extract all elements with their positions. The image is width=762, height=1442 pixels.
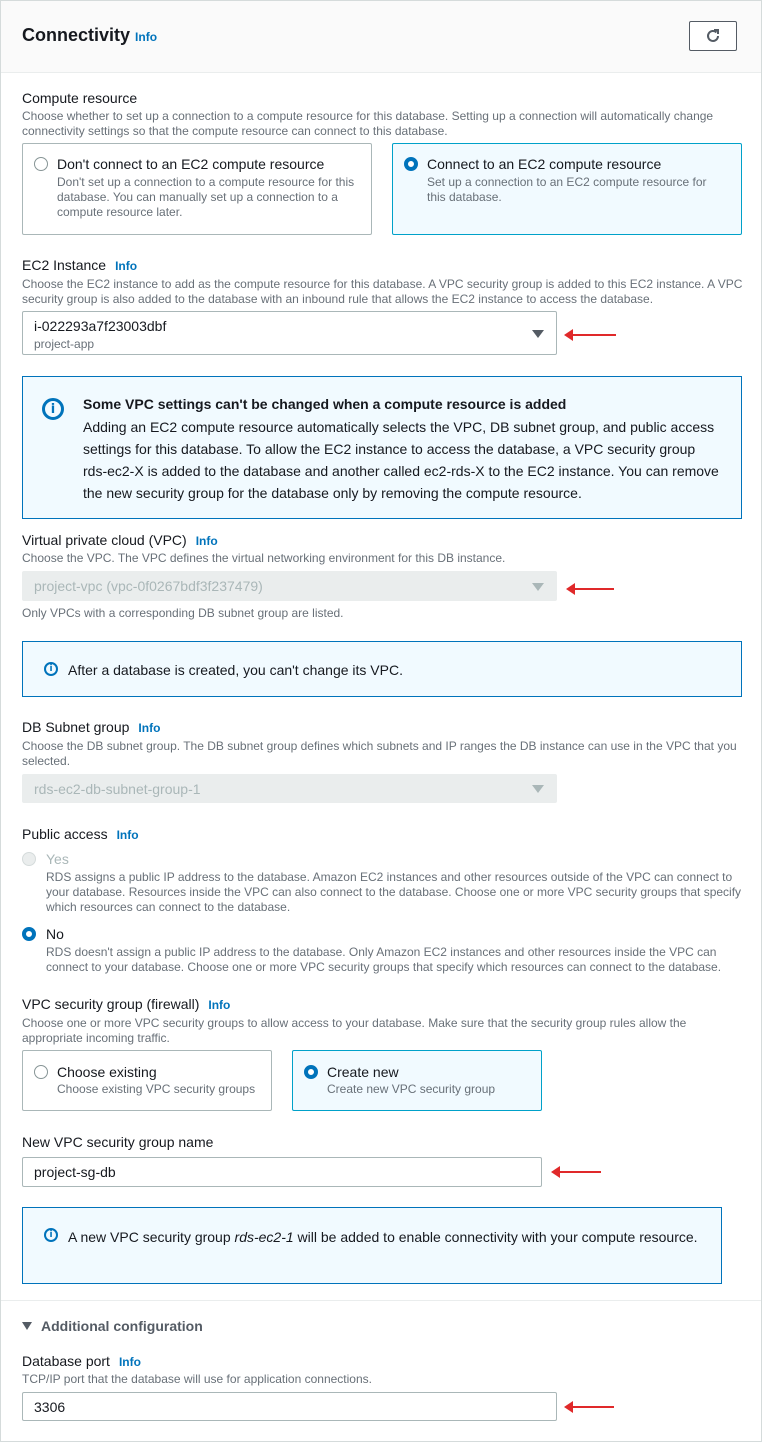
tile-title: Create new <box>327 1064 399 1080</box>
info-circle-icon: i <box>44 662 58 676</box>
annotation-arrow <box>551 1166 601 1178</box>
sg-label-text: VPC security group (firewall) <box>22 996 200 1012</box>
annotation-arrow <box>564 329 616 341</box>
compute-resource-label: Compute resource <box>22 90 138 106</box>
info-link[interactable]: Info <box>116 828 139 842</box>
vpc-value: project-vpc (vpc-0f0267bdf3f237479) <box>34 578 263 594</box>
subnet-label <box>22 719 160 735</box>
compute-resource-description: Choose whether to set up a connection to a compute resource for this database. Setting up a connection will automatically change connectivity settings so that the compute resource can connect to this database. <box>22 109 714 138</box>
vpc-description: Choose the VPC. The VPC defines the virtual networking environment for this DB instance. <box>22 551 506 565</box>
subnet-label-text: DB Subnet group <box>22 719 130 735</box>
vpc-label <box>22 532 218 548</box>
tile-description: Choose existing VPC security groups <box>57 1082 256 1096</box>
section-divider <box>1 1300 761 1301</box>
tile-title: Don't connect to an EC2 compute resource <box>57 156 325 172</box>
public-access-label-text: Public access <box>22 826 108 842</box>
refresh-icon <box>705 28 721 44</box>
radio-dont-connect[interactable] <box>34 157 48 171</box>
subnet-select[interactable] <box>22 774 557 803</box>
caret-down-icon <box>532 583 544 591</box>
ec2-instance-select[interactable] <box>22 311 557 355</box>
alert-title: Some VPC settings can't be changed when a compute resource is added <box>83 396 567 412</box>
ec2-instance-sublabel: project-app <box>34 337 95 351</box>
new-sg-alert-text <box>68 1226 698 1248</box>
radio-create-new[interactable] <box>304 1065 318 1079</box>
panel-header <box>1 1 761 73</box>
refresh-button[interactable] <box>689 21 737 51</box>
alert-text-pre: A new VPC security group <box>68 1229 235 1245</box>
info-circle-icon: i <box>42 398 64 420</box>
ec2-instance-value: i-022293a7f23003dbf <box>34 318 167 334</box>
tile-title: Connect to an EC2 compute resource <box>427 156 662 172</box>
vpc-alert <box>22 641 742 697</box>
annotation-arrow <box>564 1401 614 1413</box>
public-yes-label: Yes <box>46 851 69 867</box>
ec2-instance-description: Choose the EC2 instance to add as the compute resource for this database. A VPC security group is added to this EC2 instance. A VPC security group is also added to the database with an inbound rule that allows the EC2 instance to access the database. <box>22 277 743 306</box>
tile-choose-existing[interactable] <box>22 1050 272 1111</box>
additional-config-toggle[interactable] <box>22 1318 203 1334</box>
tile-description: Create new VPC security group <box>327 1082 496 1096</box>
vpc-alert-text: After a database is created, you can't change its VPC. <box>68 662 403 678</box>
info-link[interactable]: Info <box>195 534 218 548</box>
info-link[interactable]: Info <box>135 30 158 44</box>
public-yes-description: RDS assigns a public IP address to the database. Amazon EC2 instances and other resources outside of the VPC can connect to your database. Resources inside the VPC can also connect to the database. Choose one or more VPC security groups that specify which resources can connect to the database. <box>46 870 742 914</box>
info-link[interactable]: Info <box>115 259 138 273</box>
panel-title-text: Connectivity <box>22 25 131 45</box>
additional-config-title: Additional configuration <box>41 1318 203 1334</box>
tile-connect-ec2[interactable] <box>392 143 742 235</box>
radio-public-no[interactable] <box>22 927 36 941</box>
tile-create-new[interactable] <box>292 1050 542 1111</box>
alert-text-sg-name: rds-ec2-1 <box>234 1229 294 1245</box>
info-link[interactable]: Info <box>138 721 161 735</box>
info-link[interactable]: Info <box>118 1355 141 1369</box>
annotation-arrow <box>566 583 614 595</box>
caret-down-icon <box>532 785 544 793</box>
ec2-instance-label-text: EC2 Instance <box>22 257 107 273</box>
info-circle-icon: i <box>44 1228 58 1242</box>
radio-connect-ec2[interactable] <box>404 157 418 171</box>
info-link[interactable]: Info <box>208 998 231 1012</box>
tile-description: Set up a connection to an EC2 compute resource for this database. <box>427 175 707 204</box>
public-access-label <box>22 826 139 842</box>
tile-dont-connect[interactable] <box>22 143 372 235</box>
vpc-select[interactable] <box>22 571 557 601</box>
db-port-label <box>22 1353 141 1369</box>
caret-down-icon <box>532 330 544 338</box>
sg-description: Choose one or more VPC security groups to allow access to your database. Make sure that the security group rules allow the appropriate incoming traffic. <box>22 1016 687 1045</box>
new-sg-alert <box>22 1207 722 1284</box>
subnet-description: Choose the DB subnet group. The DB subnet group defines which subnets and IP ranges the DB instance can use in the VPC that you selected. <box>22 739 737 768</box>
vpc-settings-alert <box>22 376 742 519</box>
vpc-label-text: Virtual private cloud (VPC) <box>22 532 187 548</box>
radio-choose-existing[interactable] <box>34 1065 48 1079</box>
public-no-label: No <box>46 926 64 942</box>
tile-description: Don't set up a connection to a compute resource for this database. You can manually set up a connection to a compute resource later. <box>57 175 355 219</box>
radio-public-yes[interactable] <box>22 852 36 866</box>
db-port-input[interactable]: 3306 <box>22 1392 557 1421</box>
new-sg-name-input[interactable]: project-sg-db <box>22 1157 542 1187</box>
ec2-instance-label <box>22 257 137 273</box>
alert-body: Adding an EC2 compute resource automatically selects the VPC, DB subnet group, and public access settings for this database. To allow the EC2 instance to access the database, a VPC security group rds-ec2-X is added to the database and another called ec2-rds-X to the EC2 instance. You can remove the new security group for the database only by removing the compute resource. <box>83 419 719 501</box>
alert-text-post: will be added to enable connectivity with your compute resource. <box>293 1229 698 1245</box>
panel-title <box>22 25 157 46</box>
db-port-label-text: Database port <box>22 1353 110 1369</box>
public-no-description: RDS doesn't assign a public IP address to the database. Only Amazon EC2 instances and other resources inside the VPC can connect to your database. Choose one or more VPC security groups that specify which resources can connect to the database. <box>46 945 722 974</box>
sg-label <box>22 996 230 1012</box>
tile-title: Choose existing <box>57 1064 157 1080</box>
new-sg-label: New VPC security group name <box>22 1134 214 1150</box>
subnet-value: rds-ec2-db-subnet-group-1 <box>34 781 201 797</box>
caret-down-icon <box>22 1322 32 1330</box>
vpc-hint: Only VPCs with a corresponding DB subnet group are listed. <box>22 606 344 620</box>
db-port-description: TCP/IP port that the database will use for application connections. <box>22 1372 372 1386</box>
